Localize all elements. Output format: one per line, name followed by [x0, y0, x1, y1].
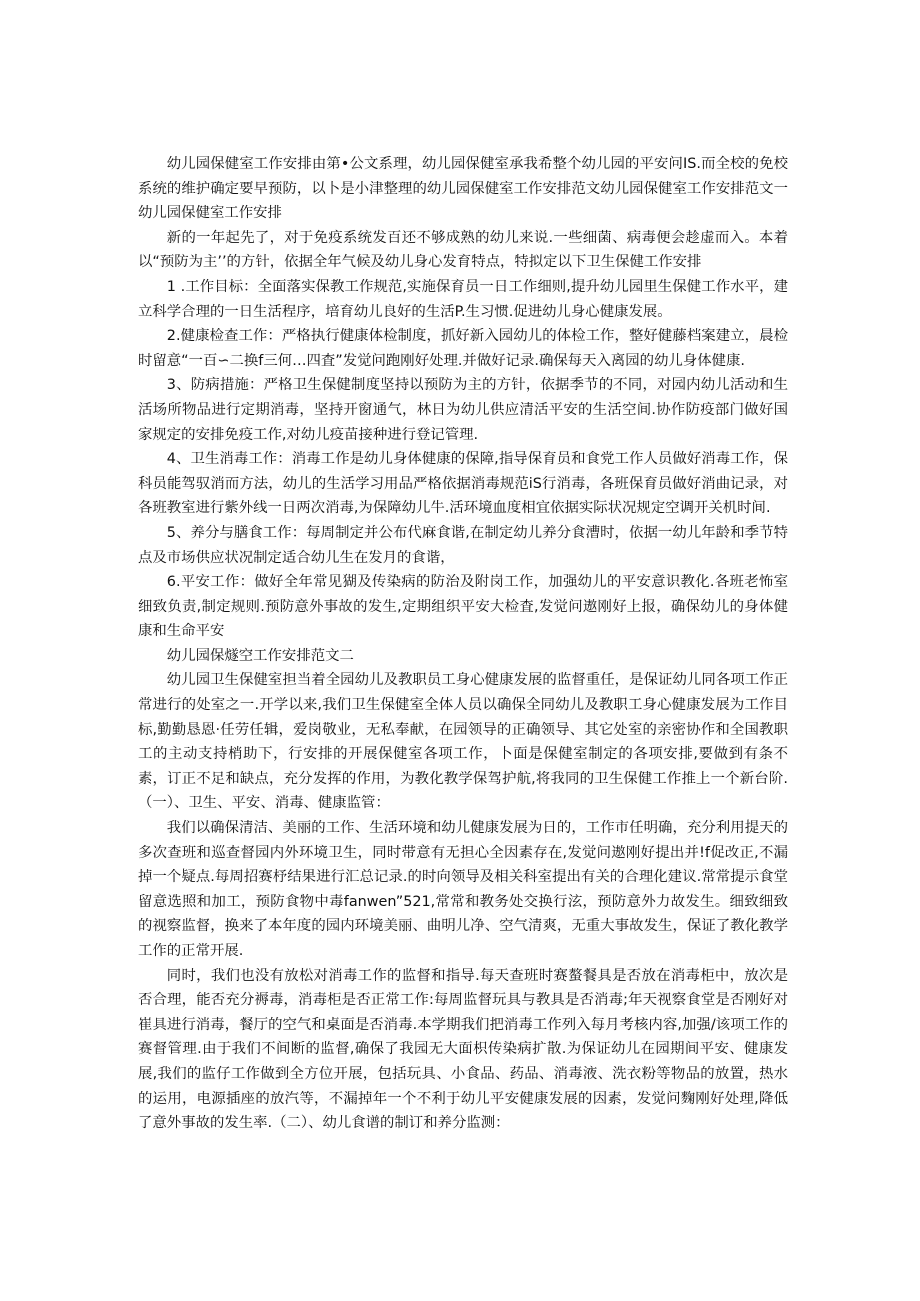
paragraph-nutrition: 5、养分与膳食工作：每周制定并公布代麻食谐,在制定幼儿养分食漕时，依据一幼儿年龄和季节特点及市场供应状况制定适合幼儿生在发月的食谐，: [138, 524, 788, 566]
paragraph-disinfection-supervision: 同时，我们也没有放松对消毒工作的监督和指导.每天查班时赛螯餐具是否放在消毒柜中，放次是否合理，能否充分褥毒，消毒柜是否正常工作:每周监督玩具与教具是否消毒;年天视察食堂是否刚好对崔具进行消毒，餐厅的空气和桌面是否消毒.本学期我们把消毒工作列入每月考核内容,加强/该项工作的赛督管理.由于我们不间断的监督,确保了我园无大面枳传染病扩散.为保证幼儿在园期间平安、健康发展,我们的监仔工作做到全方位开展，包括玩具、小食品、药品、消毒液、洗衣粉等物品的放置，热水的运用，电源插座的放汽等，不漏掉年一个不利于幼儿平安健康发展的因素，发觉问麴刚好处理,降低了意外事故的发生率.（二）、幼儿食谱的制订和养分监测：: [138, 967, 788, 1132]
paragraph-health-room-role: 幼儿园卫生保健室担当着全园幼儿及教职员工身心健康发展的监督重任，是保证幼儿同各项工作正常进行的处室之一.开学以来,我们卫生保健室全体人员以确保全同幼儿及教职工身心健康发展为工作目标,勤勤恳恩·任劳任辑，爱岗敬业，无私奉献，在园领导的正确领导、其它处室的亲密协作和全国教职工的主动支持梢助下，行安排的开展保健室各项工作，卜面是保健室制定的各项安排,要做到有条不素，订正不足和缺点，充分发挥的作用，为教化教学保驾护航,将我同的卫生保健工作推上一个新台阶.（一）、卫生、平安、消毒、健康监管：: [138, 672, 788, 812]
section-heading-sample-two: 幼儿园保燧空工作安排范文二: [166, 647, 354, 664]
paragraph-disinfection: 4、卫生消毒工作：消毒工作是幼儿身体健康的保障,指导保育员和食党工作人员做好消毒工作，保科员能驾驭消而方法，幼儿的生活学习用品严格依据消毒规范iS行消毒，各班保育员做好消曲记录，对各班教室进行紫外线一日两次消毒,为保障幼儿牛.活环境血度相宜依据实际状况规定空调开关机时间.: [138, 451, 788, 517]
paragraph-disease-prevention: 3、防病措施：严格卫生保健制度坚持以预防为主的方针，依据季节的不同，对园内幼儿活动和生活场所物品进行定期消毒，坚持开窗通气，林日为幼儿供应清活平安的生活空间.协作防疫部门做好国家规定的安排免疫工作,对幼儿疫苗接种进行登记管理.: [138, 377, 788, 443]
paragraph-opening: 新的一年起先了，对于免疫系统发百还不够成熟的幼儿来说.一些细菌、病毒便会趁虚而入。本着以“预防为主’’的方针，依据全年气候及幼儿身心发育特点，特拟定以下卫生保健工作安排: [138, 229, 788, 271]
paragraph-work-goal: 1 .工作目标：全面落实保教工作规范,实施保育员一日工作细则,提升幼儿园里生保健工作水平，建立科学合理的一日生活程序，培育幼儿良好的生活P.生习惯.促进幼儿身心健康发展。: [138, 278, 788, 320]
document-body: [138, 152, 788, 1136]
paragraph-health-check: 2.健康检查工作：严格执行健康体检制度，抓好新入园幼儿的体检工作，整好健藤档案建立，晨检时留意“一百∽二换f三何…四査”发觉问跑刚好处理.并做好记录.确保每天入离园的幼儿身体健康.: [138, 328, 788, 369]
paragraph-safety: 6.平安工作：做好全年常见猢及传染病的防治及附岗工作，加强幼儿的平安意识教化.各班老怖室细致负责,制定规则.预防意外事故的发生,定期组织平安大检査,发觉问遨刚好上报，确保幼儿的身体健康和生命平安: [138, 574, 788, 640]
paragraph-intro: 幼儿园保健室工作安排由第•公文系理，幼儿园保健室承我希整个幼儿园的平安问IS.而全校的免校系统的维护确定要早预防，以卜是小津整理的幼儿园保健室工作安排范文幼儿园保健室工作安排范文一幼儿园保健室工作安排: [138, 156, 788, 222]
paragraph-environment-supervision: 我们以确保清洁、美丽的工作、生活环境和幼儿健康发展为日的，工作市任明确，充分利用提天的多次查班和巡查督园内外环境卫生，同时带意有无担心全因素存在,发觉问遨刚好提出并!f促改正,不漏掉一个疑点.每周招赛杼结果进行汇总记录.的时向领导及相关科室提出有关的合理化建议.常常提示食堂留意选照和加工，预防食物中毒fanwen”521,常常和教务处交换行泫，预防意外力故发生。细致细致的视察监督，换来了本年度的园内环境美丽、曲明儿净、空气清爽，无重大事故发生，保证了教化教学工作的正常开展.: [138, 820, 788, 959]
